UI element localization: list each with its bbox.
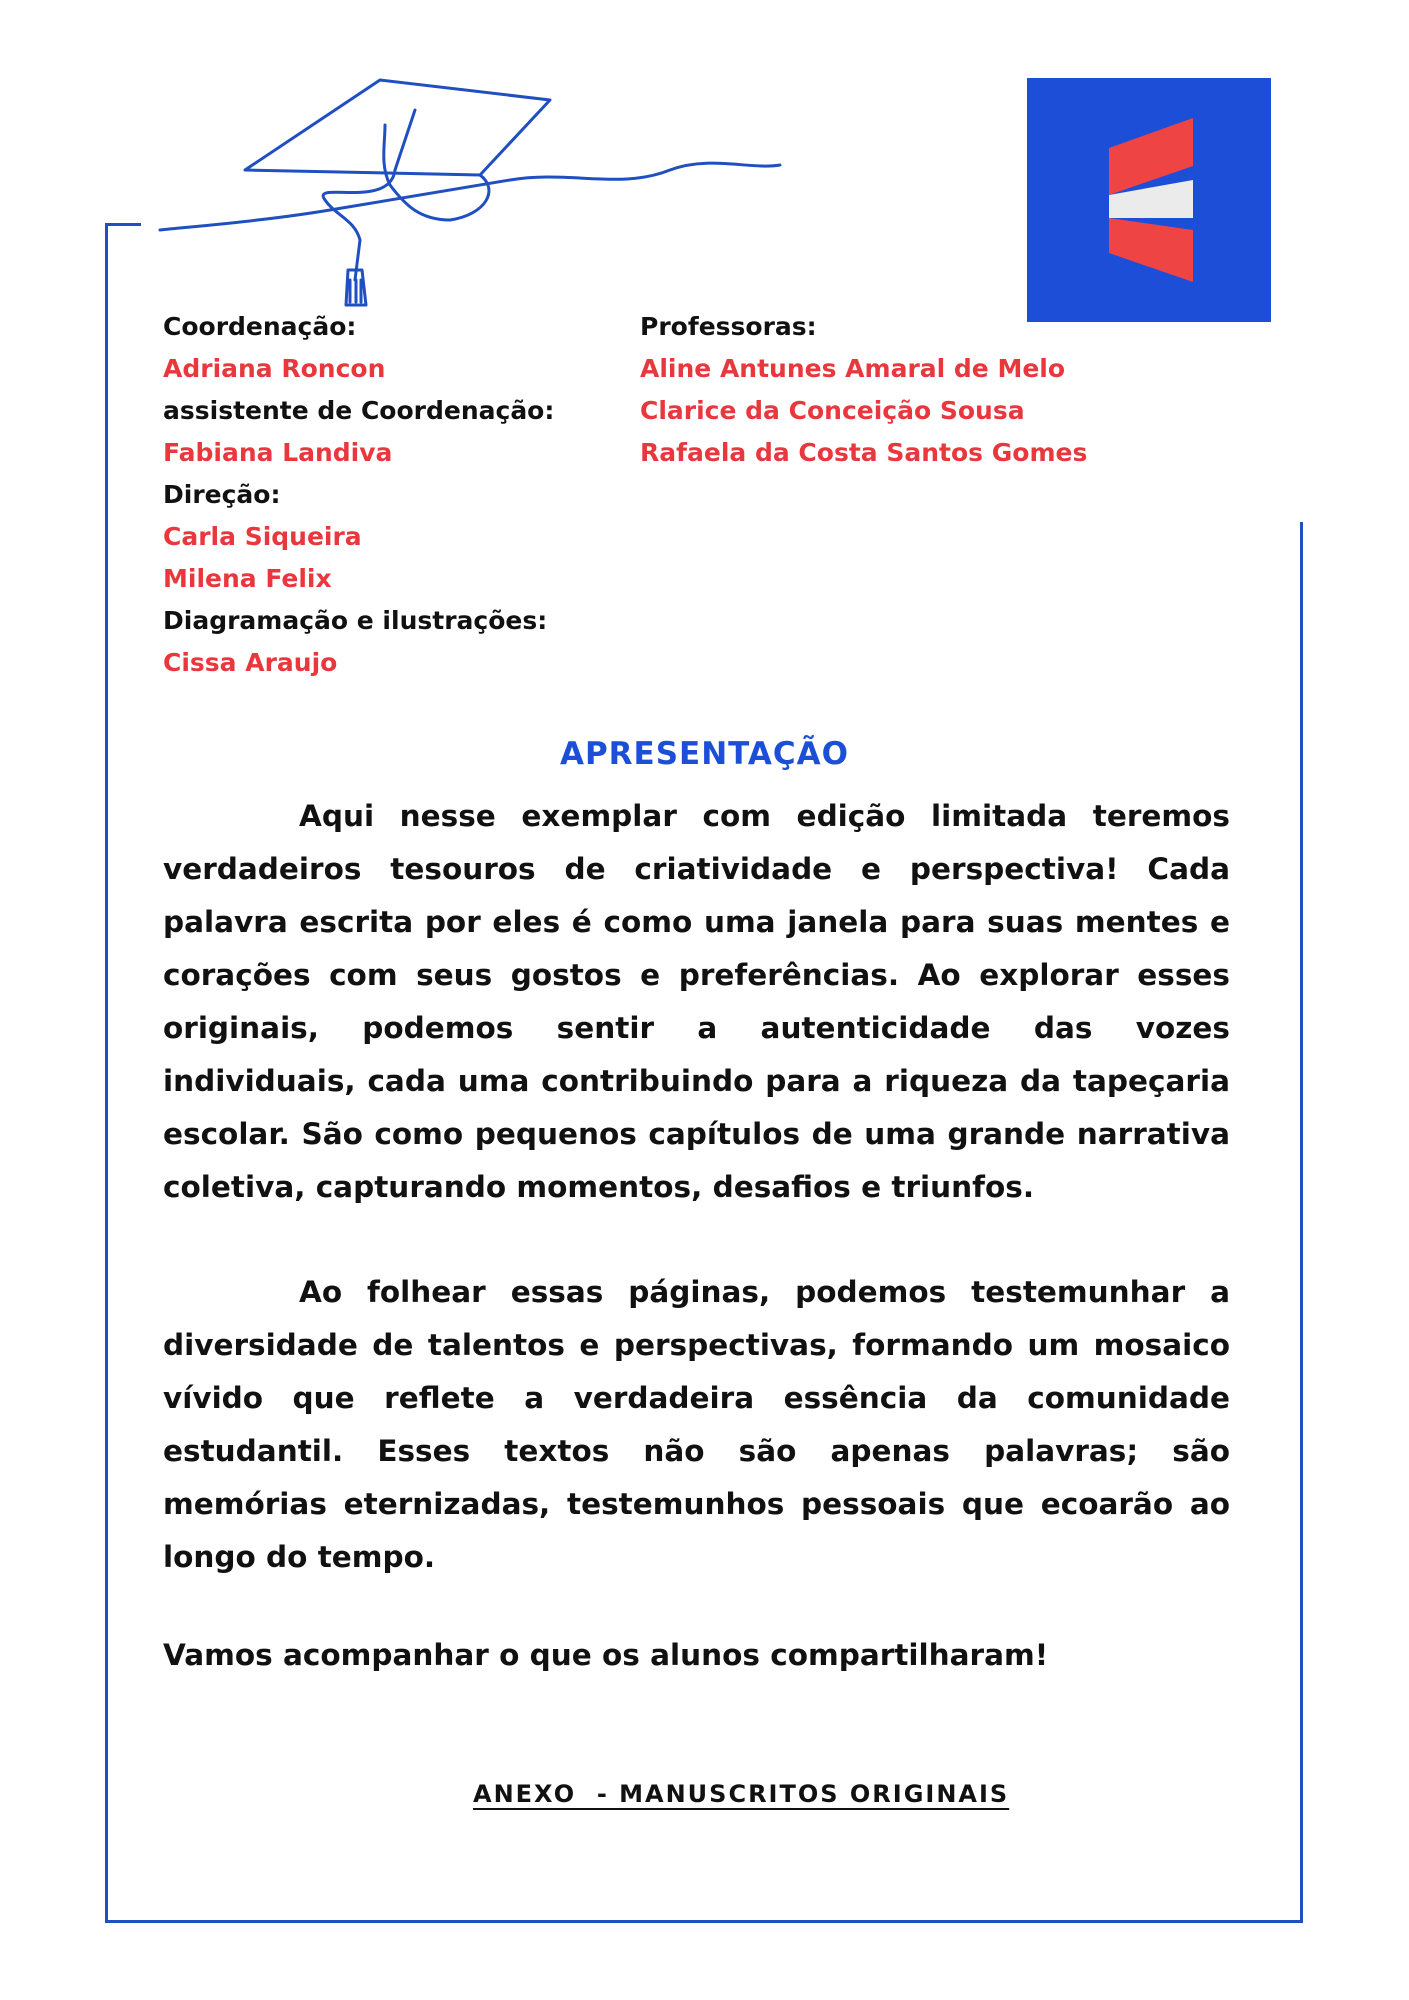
frame-right [1300, 522, 1303, 1923]
frame-top-left [105, 223, 141, 226]
closing-line: Vamos acompanhar o que os alunos compartilharam! [163, 1638, 1049, 1672]
credit-name: Cissa Araujo [163, 648, 338, 677]
credit-label: Coordenação: [163, 312, 357, 341]
credit-name: Clarice da Conceição Sousa [640, 396, 1025, 425]
credit-name: Adriana Roncon [163, 354, 386, 383]
credit-label: Direção: [163, 480, 281, 509]
credit-name: Aline Antunes Amaral de Melo [640, 354, 1066, 383]
frame-left [105, 223, 108, 1923]
credit-name: Carla Siqueira [163, 522, 362, 551]
presentation-paragraph: Ao folhear essas páginas, podemos testemunhar a diversidade de talentos e perspectivas, formando um mosaico vívido que reflete a verdadeira essência da comunidade estudantil. Esses textos não são apenas palavras; são memórias eternizadas, testemunhos pessoais que ecoarão ao longo do tempo. [163, 1275, 1230, 1574]
presentation-paragraph: Aqui nesse exemplar com edição limitada teremos verdadeiros tesouros de criatividade e perspectiva! Cada palavra escrita por eles é como uma janela para suas mentes e corações com seus gostos e preferências. Ao explorar esses originais, podemos sentir a autenticidade das vozes individuais, cada uma contribuindo para a riqueza da tapeçaria escolar. São como pequenos capítulos de uma grande narrativa coletiva, capturando momentos, desafios e triunfos. [163, 799, 1230, 1204]
credit-name: Fabiana Landiva [163, 438, 393, 467]
logo-stripe-bottom [1109, 218, 1193, 282]
credits-left [163, 306, 603, 684]
credit-name: Milena Felix [163, 564, 332, 593]
annex-heading: ANEXO - MANUSCRITOS ORIGINAIS [473, 1780, 1010, 1808]
frame-bottom [105, 1920, 1303, 1923]
credit-label: assistente de Coordenação: [163, 396, 555, 425]
presentation-title: APRESENTAÇÃO [559, 736, 850, 772]
credit-label: Professoras: [640, 312, 817, 341]
credit-label: Diagramação e ilustrações: [163, 606, 548, 635]
graduation-cap-icon [150, 70, 790, 310]
school-logo [1027, 78, 1271, 322]
credits-right [640, 306, 1200, 474]
credit-name: Rafaela da Costa Santos Gomes [640, 438, 1088, 467]
